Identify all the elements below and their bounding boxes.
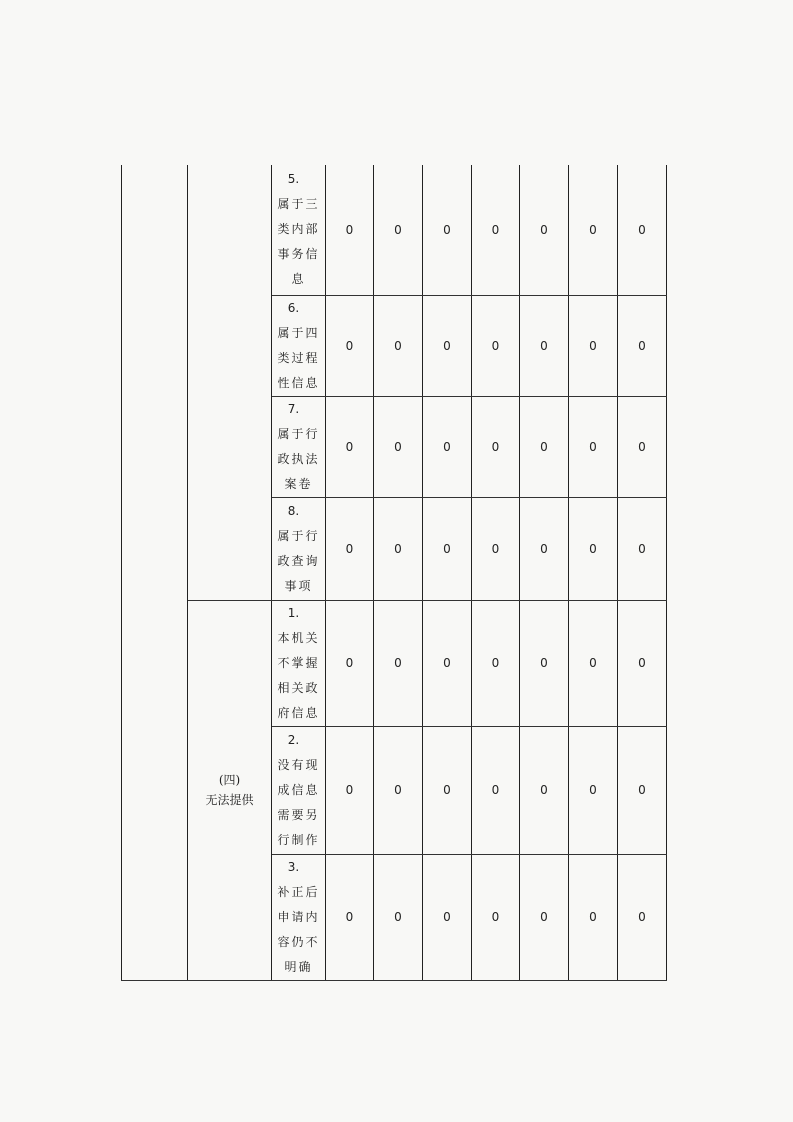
value-cell: 0 [374, 295, 423, 396]
subcategory-text-line: 需要另 [277, 807, 320, 822]
subcategory-text-line: 案卷 [284, 476, 313, 491]
value-cell: 0 [472, 396, 520, 497]
category-label: 无法提供 [205, 793, 254, 807]
subcategory-number: 7. [287, 401, 300, 416]
value-cell: 0 [423, 396, 472, 497]
subcategory-cell [272, 726, 326, 854]
value-cell: 0 [569, 726, 618, 854]
value-cell: 0 [618, 396, 667, 497]
value-cell: 0 [423, 726, 472, 854]
subcategory-text-line: 府信息 [277, 705, 320, 720]
value-cell: 0 [374, 497, 423, 600]
subcategory-text-line: 息 [291, 272, 306, 287]
statistics-table [121, 165, 667, 981]
value-cell: 0 [326, 165, 374, 295]
subcategory-text-line: 相关政 [277, 680, 320, 695]
value-cell: 0 [520, 726, 569, 854]
value-cell: 0 [618, 165, 667, 295]
value-cell: 0 [326, 295, 374, 396]
value-cell: 0 [472, 497, 520, 600]
value-cell: 0 [326, 600, 374, 726]
subcategory-text-line: 类内部 [277, 222, 320, 237]
value-cell: 0 [326, 497, 374, 600]
subcategory-number: 5. [287, 172, 300, 187]
value-cell: 0 [618, 726, 667, 854]
subcategory-number: 2. [287, 732, 300, 747]
subcategory-cell [272, 165, 326, 295]
subcategory-text-line: 类过程 [277, 350, 320, 365]
value-cell: 0 [618, 497, 667, 600]
subcategory-text-line: 申请内 [277, 909, 320, 924]
value-cell: 0 [472, 726, 520, 854]
subcategory-text-line: 属于四 [277, 325, 320, 340]
value-cell: 0 [520, 295, 569, 396]
value-cell: 0 [618, 600, 667, 726]
value-cell: 0 [520, 165, 569, 295]
subcategory-cell [272, 854, 326, 980]
category-cell-continued [188, 165, 272, 600]
value-cell: 0 [569, 295, 618, 396]
subcategory-number: 3. [287, 859, 300, 874]
value-cell: 0 [374, 726, 423, 854]
subcategory-text-line: 容仍不 [277, 934, 320, 949]
value-cell: 0 [569, 854, 618, 980]
value-cell: 0 [374, 165, 423, 295]
value-cell: 0 [374, 854, 423, 980]
value-cell: 0 [326, 726, 374, 854]
value-cell: 0 [423, 497, 472, 600]
subcategory-text-line: 行制作 [277, 832, 320, 847]
value-cell: 0 [326, 854, 374, 980]
value-cell: 0 [423, 854, 472, 980]
value-cell: 0 [423, 295, 472, 396]
subcategory-text-line: 属于三 [277, 197, 320, 212]
subcategory-text-line: 性信息 [277, 375, 320, 390]
subcategory-text-line: 不掌握 [277, 655, 320, 670]
subcategory-number: 6. [287, 300, 300, 315]
value-cell: 0 [423, 165, 472, 295]
subcategory-text-line: 政查询 [277, 553, 320, 568]
subcategory-text-line: 属于行 [277, 426, 320, 441]
subcategory-text-line: 本机关 [277, 630, 320, 645]
subcategory-text-line: 政执法 [277, 451, 320, 466]
table-row [122, 600, 667, 726]
value-cell: 0 [423, 600, 472, 726]
subcategory-text-line: 属于行 [277, 528, 320, 543]
value-cell: 0 [472, 165, 520, 295]
subcategory-number: 1. [287, 605, 300, 620]
subcategory-cell [272, 600, 326, 726]
value-cell: 0 [618, 854, 667, 980]
value-cell: 0 [472, 600, 520, 726]
value-cell: 0 [618, 295, 667, 396]
table-row [122, 165, 667, 295]
subcategory-text-line: 明确 [284, 959, 313, 974]
value-cell: 0 [374, 396, 423, 497]
value-cell: 0 [569, 165, 618, 295]
subcategory-text-line: 事务信 [277, 247, 320, 262]
subcategory-cell [272, 396, 326, 497]
subcategory-text-line: 没有现 [277, 757, 320, 772]
subcategory-cell [272, 295, 326, 396]
value-cell: 0 [520, 600, 569, 726]
blank-category-column [122, 165, 188, 980]
value-cell: 0 [520, 854, 569, 980]
value-cell: 0 [472, 295, 520, 396]
subcategory-number: 8. [287, 503, 300, 518]
subcategory-text-line: 成信息 [277, 782, 320, 797]
subcategory-text-line: 补正后 [277, 884, 320, 899]
category-number: (四) [218, 773, 241, 787]
value-cell: 0 [520, 497, 569, 600]
category-cell-unable-to-provide [188, 600, 272, 980]
value-cell: 0 [569, 600, 618, 726]
value-cell: 0 [374, 600, 423, 726]
value-cell: 0 [326, 396, 374, 497]
subcategory-cell [272, 497, 326, 600]
value-cell: 0 [472, 854, 520, 980]
value-cell: 0 [569, 396, 618, 497]
subcategory-text-line: 事项 [284, 578, 313, 593]
value-cell: 0 [569, 497, 618, 600]
value-cell: 0 [520, 396, 569, 497]
